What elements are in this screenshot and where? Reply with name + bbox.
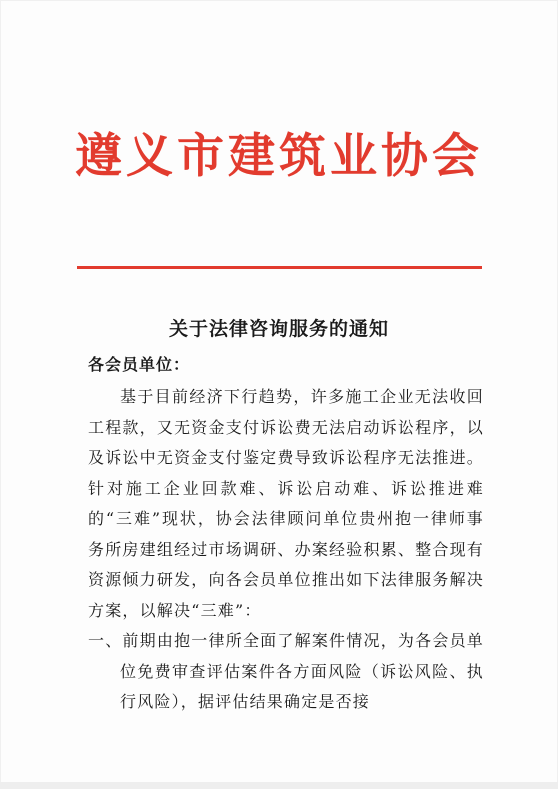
notice-body xyxy=(88,382,484,718)
numbered-item-1: 一、前期由抱一律所全面了解案件情况，为各会员单位免费审查评估案件各方面风险（诉讼风险、执行风险），据评估结果确定是否接 xyxy=(88,631,484,711)
letterhead-red-rule xyxy=(77,266,482,269)
org-letterhead-title: 遵义市建筑业协会 xyxy=(75,129,483,184)
page-bottom-edge xyxy=(0,782,558,789)
salutation: 各会员单位： xyxy=(88,355,191,374)
notice-title: 关于法律咨询服务的通知 xyxy=(168,318,389,340)
body-paragraph: 基于目前经济下行趋势，许多施工企业无法收回工程款，又无资金支付诉讼费无法启动诉讼程序，以及诉讼中无资金支付鉴定费导致诉讼程序无法推进。针对施工企业回款难、诉讼启动难、诉讼推进难的“三难”现状，协会法律顾问单位贵州抱一律师事务所房建组经过市场调研、办案经验积累、整合现有资源倾力研发，向各会员单位推出如下法律服务解决方案，以解决“三难”： xyxy=(88,387,484,620)
